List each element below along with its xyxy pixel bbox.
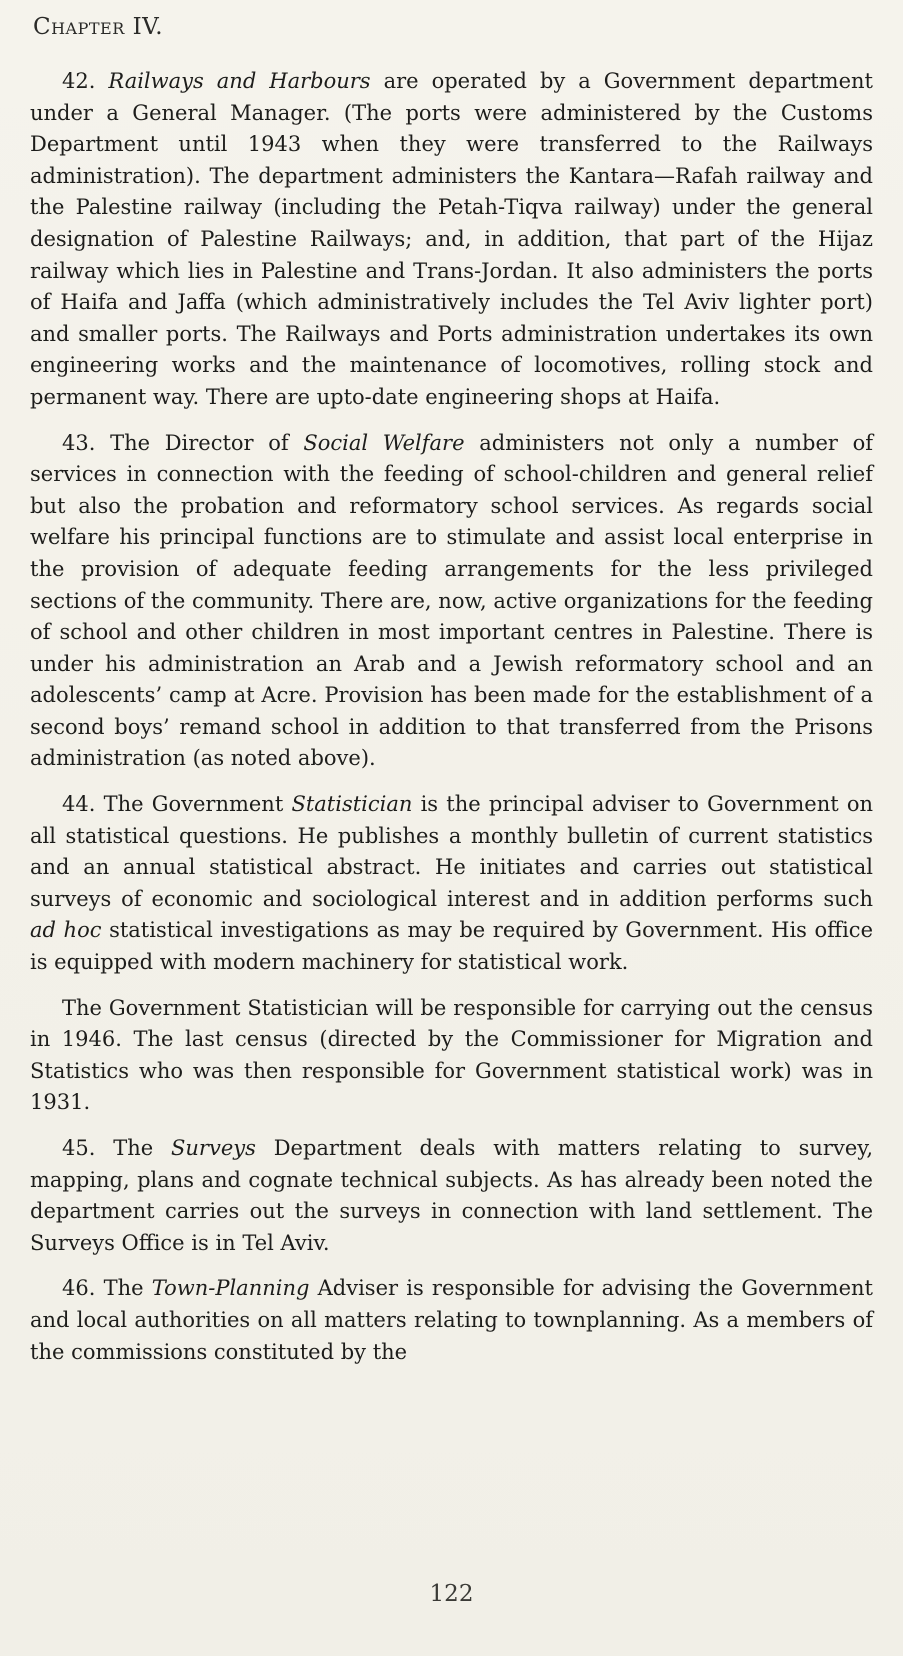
paragraph-text: 46. The	[62, 1276, 152, 1301]
paragraph-emphasis: Town-Planning	[151, 1276, 310, 1301]
paragraph-social-welfare	[30, 428, 873, 776]
paragraph-surveys	[30, 1133, 873, 1259]
paragraph-statistician	[30, 789, 873, 979]
paragraph-text: 42.	[62, 69, 109, 93]
body-text	[30, 66, 873, 1382]
paragraph-emphasis: ad hoc	[30, 918, 102, 943]
paragraph-text: 44. The Government	[62, 792, 292, 817]
paragraph-railways-harbours	[30, 66, 873, 414]
paragraph-text: are operated by a Government department under a General Manager. (The ports were administered by the Customs Department until 1943 when they were transferred to the Railways administration). The department administers the Kantara—Rafah railway and the Palestine railway (including the Petah-Tiqva railway) under the general designation of Palestine Railways; and, in addition, that part of the Hijaz railway which lies in Palestine and Trans-Jordan. It also administers the ports of Haifa and Jaffa (which administratively includes the Tel Aviv lighter port) and smaller ports. The Railways and Ports administration undertakes its own engineering works and the maintenance of locomotives, rolling stock and permanent way. There are upto-date engineering shops at Haifa.	[30, 69, 873, 409]
paragraph-emphasis: Railways and Harbours	[108, 69, 371, 93]
paragraph-emphasis: Statistician	[291, 792, 413, 817]
paragraph-text: The Government Statistician will be responsible for carrying out the census in 1946. The last census (directed by the Commissioner for Migration and Statistics who was then responsible for Government statistical work) was in 1931.	[30, 995, 873, 1115]
paragraph-text: 45. The	[62, 1136, 171, 1160]
paragraph-census	[30, 993, 873, 1119]
paragraph-town-planning	[30, 1273, 873, 1368]
page-number: 122	[429, 1581, 474, 1607]
paragraph-text: statistical investigations as may be required by Government. His office is equipped with modern machinery for statistical work.	[30, 918, 873, 975]
paragraph-text: 43. The Director of	[62, 430, 304, 455]
paragraph-text: administers not only a number of services in connection with the feeding of school-children and general relief but also the probation and reformatory school services. As regards social welfare his principal functions are to stimulate and assist local enterprise in the provision of adequate feeding arrangements for the less privileged sections of the community. There are, now, active organizations for the feeding of school and other children in most important centres in Palestine. There is under his administration an Arab and a Jewish reformatory school and an adolescents’ camp at Acre. Provision has been made for the establishment of a second boys’ remand school in addition to that transferred from the Prisons administration (as noted above).	[30, 430, 873, 771]
paragraph-text: Department deals with matters relating to survey, mapping, plans and cognate technical subjects. As has already been noted the department carries out the surveys in connection with land settlement. The Surveys Office is in Tel Aviv.	[30, 1136, 873, 1255]
paragraph-emphasis: Surveys	[171, 1136, 256, 1160]
paragraph-text: Adviser is responsible for advising the Government and local authorities on all matters relating to townplanning. As a members of the commissions constituted by the	[30, 1276, 873, 1364]
paragraph-emphasis: Social Welfare	[303, 430, 465, 455]
chapter-heading: Chapter IV.	[33, 14, 164, 40]
paragraph-text: is the principal adviser to Government on all statistical questions. He publishes a monthly bulletin of current statistics and an annual statistical abstract. He initiates and carries out statistical surveys of economic and sociological interest and in addition performs such	[30, 792, 873, 911]
